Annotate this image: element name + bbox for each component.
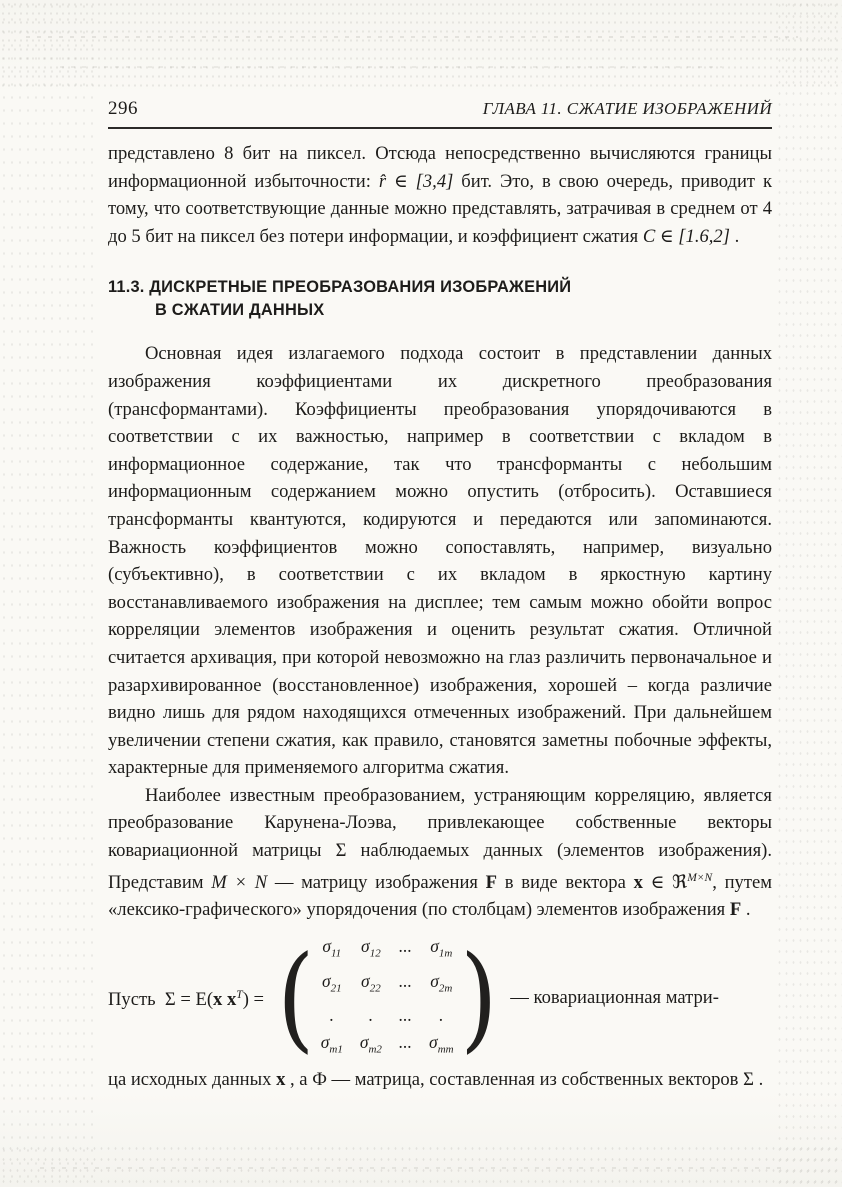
text-run: , путем «лексико-графического» упорядочения (по столбцам) элементов изображения (108, 871, 772, 921)
paragraph-intro (108, 140, 772, 250)
matrix-cell: $\sigma_{12}$ (361, 936, 381, 960)
scan-noise-right (776, 0, 842, 1187)
scan-noise-left (0, 0, 96, 1187)
matrix-cell: ... (398, 1005, 413, 1026)
text-run: наблюдаемых данных (элементов изображения). Представим (108, 840, 772, 893)
inline-math-r-range: r̂ ∈ [3,4] (378, 170, 454, 192)
text-run: . (729, 225, 740, 247)
text-run: . (741, 899, 751, 921)
covariance-formula (108, 931, 772, 1065)
inline-math-F: F (485, 871, 498, 893)
matrix-cell: $\sigma_{m1}$ (320, 1032, 343, 1056)
inline-math-sigma: Σ (335, 840, 347, 862)
text-run: представлено 8 бит на пиксел. Отсюда непосредственно вычисляются границы информационной избыточности: (108, 143, 772, 192)
left-paren: ( (277, 931, 315, 1065)
paragraph-tail (108, 1066, 772, 1094)
matrix-cell: ... (398, 1032, 413, 1053)
text-run: Пусть (108, 989, 156, 1011)
text-run: ∈ ℜ (642, 871, 688, 893)
running-title: ГЛАВА 11. СЖАТИЕ ИЗОБРАЖЕНИЙ (482, 99, 772, 118)
right-paren: ) (459, 931, 498, 1065)
matrix-cell: $\sigma_{m2}$ (359, 1032, 382, 1056)
matrix-cell: ... (398, 936, 413, 957)
inline-math-mn: M × N (211, 871, 268, 893)
inline-math-xx: x x (213, 989, 237, 1011)
scan-noise-top (0, 0, 842, 92)
covariance-matrix-grid (318, 936, 457, 1060)
section-heading (108, 276, 772, 322)
text-run: ца исходных данных (108, 1068, 277, 1090)
matrix-cell: . (329, 1005, 334, 1026)
matrix-cell: $\sigma_{mm}$ (429, 1032, 454, 1056)
matrix-cell: . (439, 1005, 444, 1026)
text-run: — матрицу изображения (267, 871, 486, 893)
text-run: . (753, 1068, 764, 1090)
section-heading-line1: 11.3. ДИСКРЕТНЫЕ ПРЕОБРАЗОВАНИЯ ИЗОБРАЖЕНИЙ (108, 278, 572, 297)
matrix-cell: $\sigma_{11}$ (322, 936, 342, 960)
scan-artifact-line (60, 66, 722, 68)
inline-math-sigma: Σ (743, 1068, 754, 1090)
matrix-cell: . (368, 1005, 374, 1026)
text-run: Наиболее известным преобразованием, устраняющим корреляцию, является преобразование Карунена-Лоэва, привлекающее собственные векторы ковариационной матрицы (108, 784, 772, 862)
inline-math-exponent: M×N (687, 871, 713, 884)
matrix-cell: ... (398, 970, 413, 991)
matrix-cell: $\sigma_{21}$ (321, 970, 342, 995)
matrix-cell: $\sigma_{22}$ (361, 970, 381, 995)
scan-noise-bottom (0, 1143, 842, 1187)
covariance-matrix (274, 931, 500, 1065)
formula-equals: ) = (242, 989, 265, 1011)
inline-math-c-range: C ∈ [1.6,2] (642, 225, 730, 247)
page-content (108, 140, 772, 1093)
inline-math-x: x (276, 1068, 286, 1090)
inline-math-x: x (633, 871, 643, 893)
formula-lhs (108, 982, 264, 1014)
paragraph-karhunen-loeve (108, 782, 772, 924)
inline-math-F: F (729, 899, 742, 921)
paragraph-transform-overview: Основная идея излагаемого подхода состоит в представлении данных изображения коэффициентами их дискретного преобразования (трансформантами). Коэффициенты преобразования упорядочиваются в соответствии с их важностью, например в соответствии с вкладом в информационное содержание, так что трансформанты с небольшим информационным содержанием можно опустить (отбросить). Оставшиеся трансформанты квантуются, кодируются и передаются или запоминаются. Важность коэффициентов можно сопоставлять, например, визуально (субъективно), в соответствии с их вкладом в яркостную картину восстанавливаемого изображения на дисплее; тем самым можно обойти вопрос корреляции элементов изображения и оценить результат сжатия. Отличной считается архивация, при которой невозможно на глаз различить первоначальное и разархивированное (восстановленное) изображения, хорошей – когда различие видно лишь для рядом находящихся отмеченных изображений. При дальнейшем увеличении степени сжатия, как правило, становятся заметны побочные эффекты, характерные для применяемого алгоритма сжатия. (108, 343, 772, 779)
section-heading-line2: В СЖАТИИ ДАННЫХ (155, 301, 325, 320)
running-head (108, 98, 772, 129)
formula-sigma-expectation: Σ = E( (164, 989, 214, 1011)
text-run: в виде вектора (497, 871, 634, 893)
transpose-superscript: T (236, 988, 243, 1001)
text-run: , а Ф — матрица, составленная из собственных векторов (285, 1068, 744, 1090)
scan-artifact-line (26, 36, 798, 38)
text-run: бит. Это, в свою очередь, приводит к тому, что соответствующие данные можно представлять, затрачивая в среднем от 4 до 5 бит на пиксел без потери информации, и коэффициент сжатия (108, 170, 772, 247)
matrix-cell: $\sigma_{1m}$ (430, 936, 453, 960)
formula-annotation: — ковариационная матри- (510, 986, 719, 1008)
matrix-cell: $\sigma_{2m}$ (430, 970, 453, 995)
page-number: 296 (108, 98, 138, 119)
scan-artifact-line (40, 1167, 782, 1169)
